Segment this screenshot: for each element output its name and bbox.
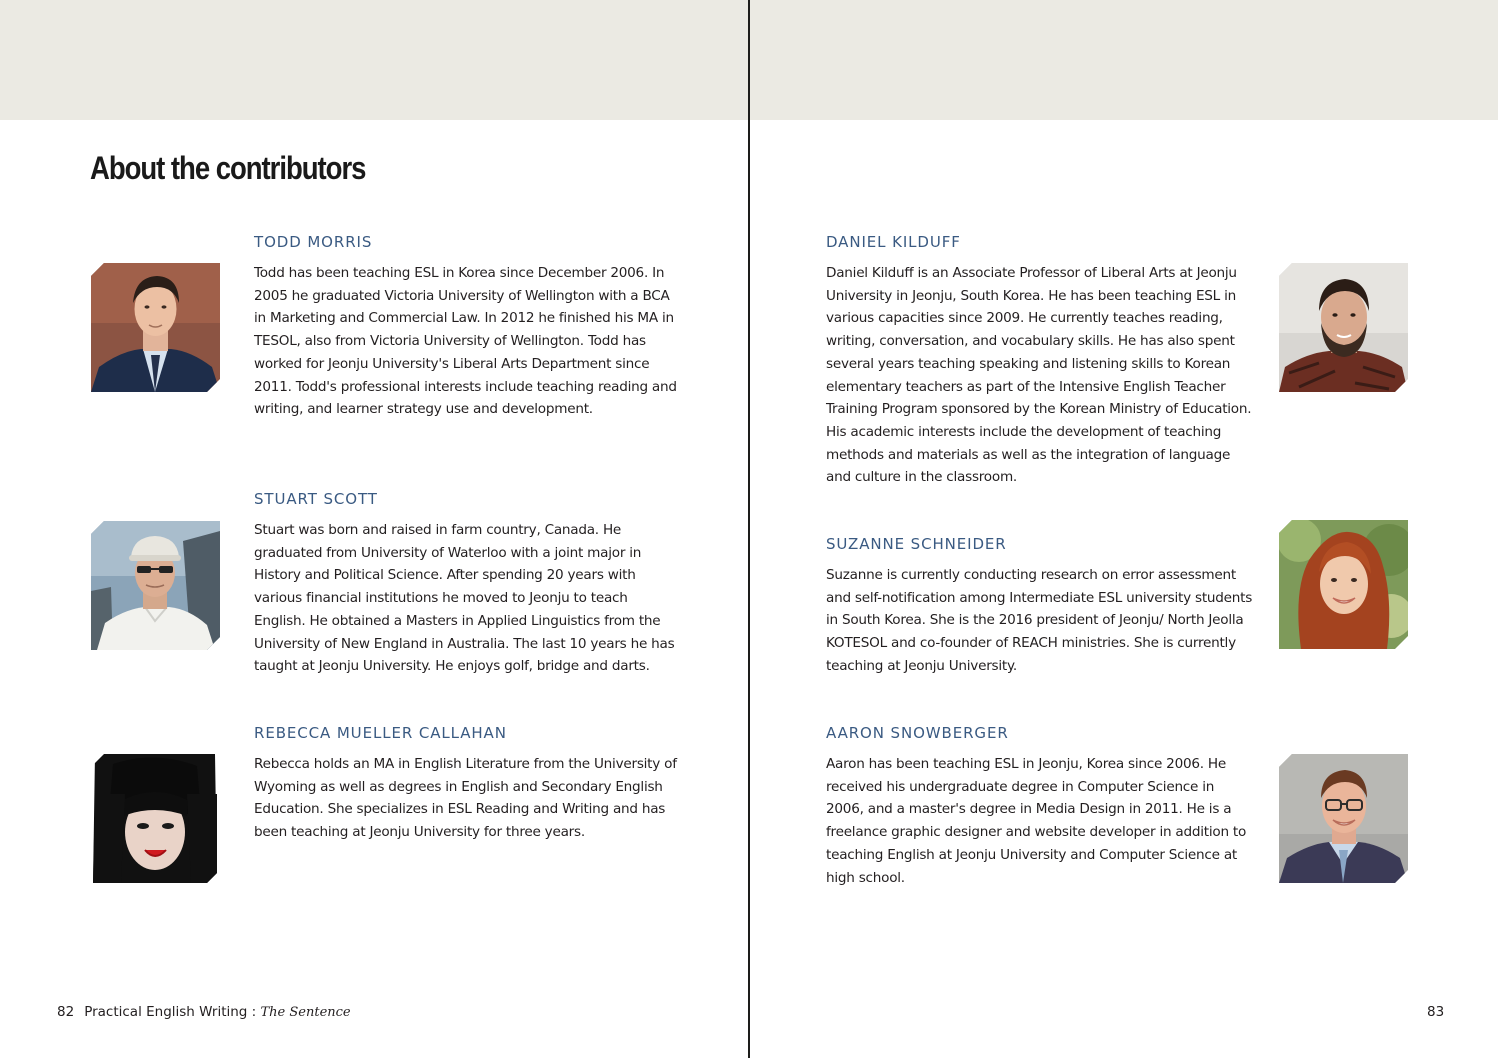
contributor-photo-suzanne-schneider	[1279, 520, 1408, 649]
header-band-right	[750, 0, 1498, 120]
contributor-name-daniel-kilduff: DANIEL KILDUFF	[826, 233, 961, 251]
contributor-photo-stuart-scott	[91, 521, 220, 650]
contributor-name-todd-morris: TODD MORRIS	[254, 233, 373, 251]
right-page-number: 83	[1427, 1004, 1445, 1020]
left-page-footer	[57, 1004, 351, 1020]
contributor-bio-daniel-kilduff: Daniel Kilduff is an Associate Professor of Liberal Arts at Jeonju University in Jeonju, South Korea. He has been teaching ESL in various capacities since 2009. He currently teaches reading, writing, conversation, and vocabulary skills. He has also spent several years teaching speaking and listening skills to Korean elementary teachers as part of the Intensive English Teacher Training Program sponsored by the Korean Ministry of Education. His academic interests include the development of teaching methods and materials as well as the integration of language and culture in the classroom.	[826, 265, 1252, 486]
contributor-name-aaron-snowberger: AARON SNOWBERGER	[826, 724, 1009, 742]
contributor-bio-rebecca-mueller-callahan: Rebecca holds an MA in English Literature from the University of Wyoming as well as degrees in English and Secondary English Education. She specializes in ESL Reading and Writing and has been teaching at Jeonju University for three years.	[254, 756, 677, 841]
contributor-name-rebecca-mueller-callahan: REBECCA MUELLER CALLAHAN	[254, 724, 507, 742]
right-page-footer	[1427, 1004, 1444, 1020]
contributor-bio-aaron-snowberger: Aaron has been teaching ESL in Jeonju, Korea since 2006. He received his undergraduate degree in Computer Science in 2006, and a master's degree in Media Design in 2011. He is a freelance graphic designer and website developer in addition to teaching English at Jeonju University and Computer Science at high school.	[826, 756, 1247, 886]
left-page-number: 82	[57, 1004, 75, 1020]
contributor-bio-suzanne-schneider: Suzanne is currently conducting research on error assessment and self-notification among Intermediate ESL university students in South Korea. She is the 2016 president of Jeonju/ North Jeolla KOTESOL and co-founder of REACH ministries. She is currently teaching at Jeonju University.	[826, 567, 1253, 674]
footer-book-subtitle: The Sentence	[260, 1005, 351, 1020]
page-title: About the contributors	[90, 150, 366, 186]
contributor-photo-aaron-snowberger	[1279, 754, 1408, 883]
contributor-photo-daniel-kilduff	[1279, 263, 1408, 392]
header-band-left	[0, 0, 748, 120]
contributor-name-suzanne-schneider: SUZANNE SCHNEIDER	[826, 535, 1007, 553]
footer-book-title: Practical English Writing :	[84, 1004, 257, 1020]
contributor-name-stuart-scott: STUART SCOTT	[254, 490, 378, 508]
page-spine	[748, 0, 750, 1058]
contributor-bio-stuart-scott: Stuart was born and raised in farm country, Canada. He graduated from University of Waterloo with a joint major in History and Political Science. After spending 20 years with various financial institutions he moved to Jeonju to teach English. He obtained a Masters in Applied Linguistics from the University of New England in Australia. The last 10 years he has taught at Jeonju University. He enjoys golf, bridge and darts.	[254, 522, 675, 675]
contributor-photo-rebecca-mueller-callahan	[91, 754, 220, 883]
contributor-photo-todd-morris	[91, 263, 220, 392]
contributor-bio-todd-morris: Todd has been teaching ESL in Korea since December 2006. In 2005 he graduated Victoria University of Wellington with a BCA in Marketing and Commercial Law. In 2012 he finished his MA in TESOL, also from Victoria University of Wellington. Todd has worked for Jeonju University's Liberal Arts Department since 2011. Todd's professional interests include teaching reading and writing, and learner strategy use and development.	[254, 265, 677, 418]
